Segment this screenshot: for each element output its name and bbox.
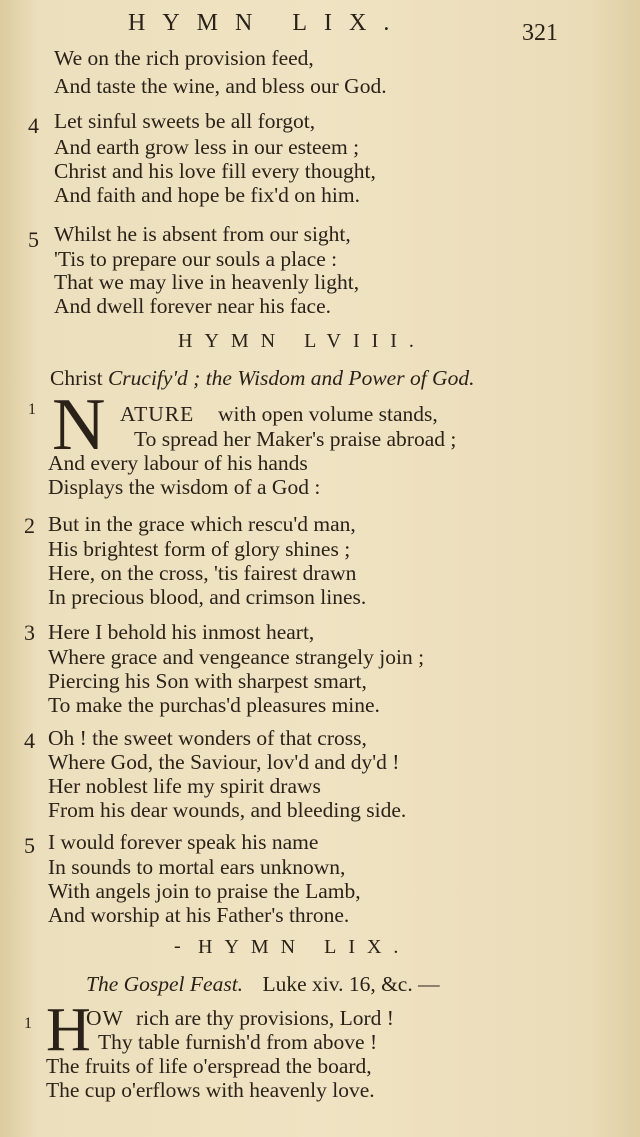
stanza-number: 5	[24, 833, 35, 858]
verse-line: But in the grace which rescu'd man,	[48, 512, 356, 536]
verse-line: with open volume stands,	[218, 402, 438, 426]
running-head	[0, 6, 640, 46]
verse-line: To spread her Maker's praise abroad ;	[134, 427, 457, 451]
stanza-number: 4	[28, 113, 39, 138]
subtitle-reference: Luke xiv. 16, &c.	[262, 972, 413, 996]
hymn-59-title: HYMN LIX.	[198, 936, 411, 958]
verse-line: And faith and hope be fix'd on him.	[54, 183, 361, 207]
verse-line: We on the rich provision feed,	[54, 46, 314, 70]
hymn-58-subtitle	[50, 366, 474, 391]
verse-line: Here I behold his inmost heart,	[48, 620, 315, 644]
verse-line: And worship at his Father's throne.	[48, 903, 350, 927]
verse-line: I would forever speak his name	[48, 830, 319, 854]
verse-line: That we may live in heavenly light,	[54, 270, 360, 294]
subtitle-italic: Crucify'd ; the Wisdom and Power of God.	[107, 366, 475, 390]
verse-line: From his dear wounds, and bleeding side.	[48, 798, 407, 822]
verse-line: Where grace and vengeance strangely join ;	[48, 645, 425, 669]
verse-line: Thy table furnish'd from above !	[98, 1030, 378, 1054]
verse-line: Displays the wisdom of a God :	[48, 475, 321, 499]
stanza-number: 4	[24, 728, 35, 753]
verse-line: Oh ! the sweet wonders of that cross,	[48, 726, 367, 750]
verse-line: And earth grow less in our esteem ;	[54, 135, 360, 159]
verse-line: In sounds to mortal ears unknown,	[48, 855, 346, 879]
hymn-59-subtitle	[86, 972, 440, 997]
title-dash: -	[174, 935, 181, 957]
subtitle-dash: —	[418, 972, 440, 996]
verse-line: And dwell forever near his face.	[54, 294, 331, 318]
stanza-number: 5	[28, 227, 39, 252]
verse-line: To make the purchas'd pleasures mine.	[48, 693, 380, 717]
running-title: HYMN LIX.	[128, 10, 407, 36]
drop-cap: H	[46, 996, 91, 1064]
stanza-number: 2	[24, 513, 35, 538]
verse-line: Piercing his Son with sharpest smart,	[48, 669, 367, 693]
page-number: 321	[522, 20, 558, 46]
stanza-number: 3	[24, 620, 35, 645]
verse-line: With angels join to praise the Lamb,	[48, 879, 361, 903]
verse-line: The fruits of life o'erspread the board,	[46, 1054, 372, 1078]
stanza-number: 1	[24, 1015, 32, 1032]
hymn-58-title: HYMN LVIII.	[178, 330, 426, 352]
verse-line: Where God, the Saviour, lov'd and dy'd !	[48, 750, 400, 774]
verse-line: His brightest form of glory shines ;	[48, 537, 351, 561]
verse-line: 'Tis to prepare our souls a place :	[54, 247, 338, 271]
verse-line: Christ and his love fill every thought,	[54, 159, 376, 183]
subtitle-italic: The Gospel Feast.	[86, 972, 244, 996]
drop-cap: N	[52, 384, 106, 466]
verse-line: Here, on the cross, 'tis fairest drawn	[48, 561, 357, 585]
verse-line: Her noblest life my spirit draws	[48, 774, 321, 798]
first-word-caps: ATURE	[120, 402, 195, 426]
verse-line: Let sinful sweets be all forgot,	[54, 109, 316, 133]
verse-line: The cup o'erflows with heavenly love.	[46, 1078, 375, 1102]
verse-line: rich are thy provisions, Lord !	[136, 1006, 394, 1030]
verse-line: In precious blood, and crimson lines.	[48, 585, 367, 609]
subtitle-plain: Christ	[50, 366, 103, 390]
first-word-caps: OW	[86, 1006, 124, 1030]
verse-line: Whilst he is absent from our sight,	[54, 222, 351, 246]
verse-line: And every labour of his hands	[48, 451, 308, 475]
verse-line: And taste the wine, and bless our God.	[54, 74, 387, 98]
stanza-number: 1	[28, 401, 36, 418]
